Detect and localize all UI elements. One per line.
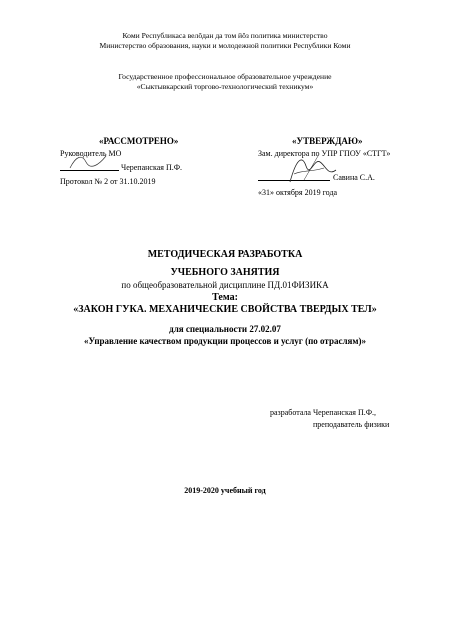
header-line-ministry: Министерство образования, науки и молодежной политики Республики Коми: [99, 41, 351, 50]
approval-left-title: «РАССМОТРЕНО»: [99, 136, 179, 146]
topic-title: «ЗАКОН ГУКА. МЕХАНИЧЕСКИЕ СВОЙСТВА ТВЕРДЫХ ТЕЛ»: [73, 304, 377, 315]
doc-type-title: МЕТОДИЧЕСКАЯ РАЗРАБОТКА: [147, 249, 303, 260]
approval-left-signer: Черепанская П.Ф.: [121, 163, 183, 172]
approval-right-title: «УТВЕРЖДАЮ»: [292, 136, 363, 146]
approval-right-signature-mark: [284, 152, 340, 186]
academic-year: 2019-2020 учебный год: [184, 486, 266, 495]
header-line-institution-type: Государственное профессиональное образовательное учреждение: [118, 72, 332, 81]
header-line-institution-name: «Сыктывкарский торгово-технологический техникум»: [136, 82, 314, 91]
topic-label: Тема:: [212, 292, 238, 303]
specialty-line: для специальности 27.02.07: [169, 324, 281, 334]
header-line-komi: Коми Республикаса велŏдан да том йŏз политика министерство: [122, 31, 328, 40]
approval-left-role: Руководитель МО: [60, 149, 122, 158]
specialty-name: «Управление качеством продукции процессов и услуг (по отраслям)»: [83, 336, 366, 346]
approval-right-date: «31» октября 2019 года: [258, 188, 338, 197]
discipline-line: по общеобразовательной дисциплине ПД.01ФИЗИКА: [121, 280, 329, 290]
approval-left-protocol: Протокол № 2 от 31.10.2019: [60, 177, 156, 186]
lesson-title: УЧЕБНОГО ЗАНЯТИЯ: [170, 267, 280, 278]
approval-left-signature-mark: [68, 152, 108, 172]
author-developed-by: разработала Черепанская П.Ф.,: [270, 408, 377, 417]
approval-right-signer: Савина С.А.: [333, 173, 375, 182]
author-position: преподаватель физики: [313, 420, 390, 429]
approval-right-role: Зам. директора по УПР ГПОУ «СТГТ»: [258, 149, 391, 158]
